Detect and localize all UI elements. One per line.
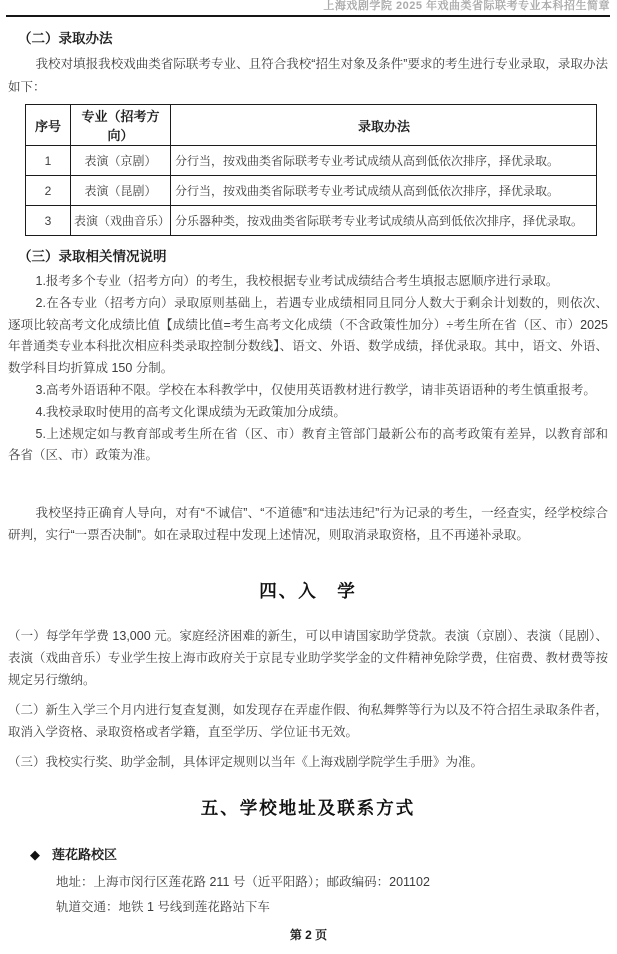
campus-heading <box>8 846 608 864</box>
section3-title: （三）录取相关情况说明 <box>18 249 167 264</box>
cell-major: 表演（京剧） <box>71 146 171 176</box>
cell-method: 分乐器种类，按戏曲类省际联考专业考试成绩从高到低依次排序，择优录取。 <box>171 206 597 236</box>
table-row <box>26 146 597 176</box>
cell-method: 分行当，按戏曲类省际联考专业考试成绩从高到低依次排序，择优录取。 <box>171 146 597 176</box>
campus-address: 地址：上海市闵行区莲花路 211 号（近平阳路）；邮政编码：201102 <box>56 874 430 889</box>
campus-name: 莲花路校区 <box>52 846 118 862</box>
cell-no: 3 <box>26 206 71 236</box>
integrity-statement: 我校坚持正确育人导向，对有“不诚信”、“不道德”和“违法违纪”行为记录的考生，一经查实，经学校综合研判，实行“一票否决制”。如在录取过程中发现上述情况，则取消录取资格，且不再递补录取。 <box>8 506 608 542</box>
cell-major: 表演（昆剧） <box>71 176 171 206</box>
diamond-bullet-icon: ◆ <box>30 846 40 862</box>
col-header-no: 序号 <box>26 105 71 146</box>
section4-item-1: （一）每学年学费 13,000 元。家庭经济困难的新生，可以申请国家助学贷款。表演（京剧）、表演（昆剧）、表演（戏曲音乐）专业学生按上海市政府关于京昆专业助学奖学金的文件精神免除学费，住宿费、教材费等按规定另行缴纳。 <box>8 628 609 688</box>
campus-transit: 轨道交通：地铁 1 号线到莲花路站下车 <box>56 899 270 914</box>
cell-major: 表演（戏曲音乐） <box>71 206 171 236</box>
cell-method: 分行当，按戏曲类省际联考专业考试成绩从高到低依次排序，择优录取。 <box>171 176 597 206</box>
col-header-major: 专业（招考方向） <box>71 105 171 146</box>
section2-intro: 我校对填报我校戏曲类省际联考专业、且符合我校“招生对象及条件”要求的考生进行专业录取，录取办法如下： <box>8 57 608 94</box>
section3-item-4: 4.我校录取时使用的高考文化课成绩为无政策加分成绩。 <box>35 404 346 419</box>
table-row <box>26 176 597 206</box>
section4-item-2: （二）新生入学三个月内进行复查复测，如发现存在弄虚作假、徇私舞弊等行为以及不符合招生录取条件者，取消入学资格、录取资格或者学籍，直至学历、学位证书无效。 <box>8 702 609 739</box>
section3-item-2: 2.在各专业（招考方向）录取原则基础上，若遇专业成绩相同且同分人数大于剩余计划数的，则依次、逐项比较高考文化成绩比值【成绩比值=考生高考文化成绩（不含政策性加分）÷考生所在省（区、市）2025 年普通类专业本科批次相应科类录取控制分数线】、语文、外语、数学成绩，择优录取。其中，语文、外语、数学科目均折算成 150 分制。 <box>8 295 608 376</box>
section3-item-3: 3.高考外语语种不限。学校在本科教学中，仅使用英语教材进行教学，请非英语语种的考生慎重报考。 <box>35 382 596 397</box>
table-row <box>26 206 597 236</box>
section5-title: 五、学校地址及联系方式 <box>200 797 416 818</box>
table-header-row <box>26 105 597 146</box>
admission-method-table <box>25 104 597 236</box>
section2-title: （二）录取办法 <box>18 31 113 46</box>
page-number: 第 2 页 <box>289 928 328 942</box>
section3-item-5: 5.上述规定如与教育部或考生所在省（区、市）教育主管部门最新公布的高考政策有差异，以教育部和各省（区、市）政策为准。 <box>8 426 608 463</box>
section4-item-3: （三）我校实行奖、助学金制，具体评定规则以当年《上海戏剧学院学生手册》为准。 <box>8 755 484 770</box>
section3-item-1: 1.报考多个专业（招考方向）的考生，我校根据专业考试成绩结合考生填报志愿顺序进行录取。 <box>35 274 559 288</box>
running-header: 上海戏剧学院 2025 年戏曲类省际联考专业本科招生简章 <box>6 0 610 17</box>
col-header-method: 录取办法 <box>171 105 597 146</box>
page-content <box>8 16 608 917</box>
cell-no: 1 <box>26 146 71 176</box>
cell-no: 2 <box>26 176 71 206</box>
section4-title: 四、入 学 <box>259 580 357 601</box>
